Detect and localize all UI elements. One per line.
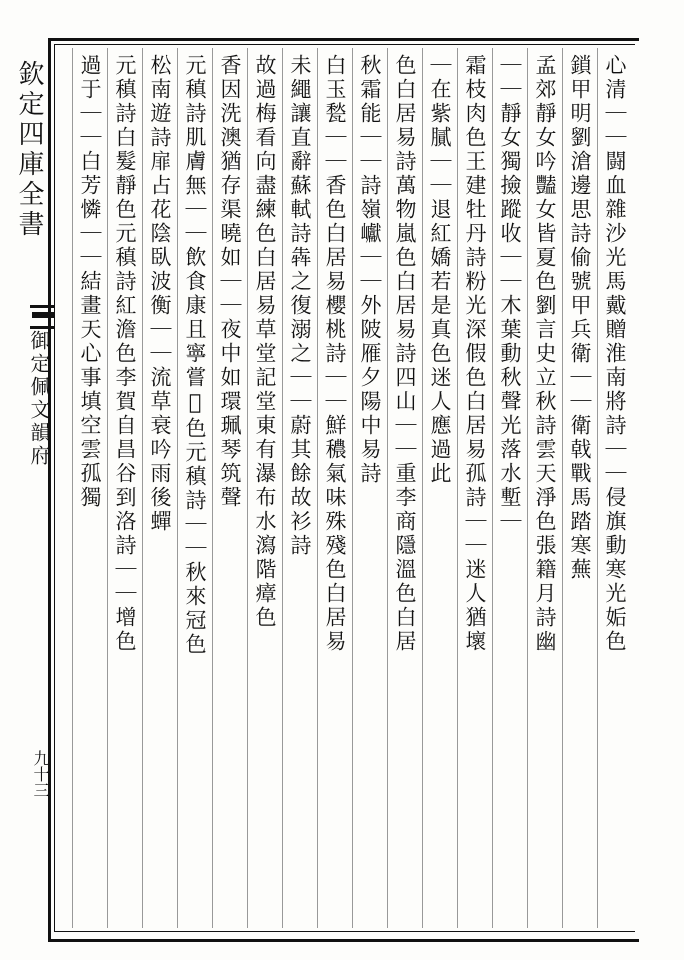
text-column: 白玉甃｜｜香色白居易櫻桃詩｜｜鮮穠氣味殊殘色白居易 <box>317 48 352 928</box>
text-column: 故過梅看向盡練色白居易草堂記堂東有瀑布水瀉階瘴色 <box>247 48 282 928</box>
text-column: ｜｜靜女獨撿蹤收｜｜木葉動秋聲光落水塹｜ <box>492 48 527 928</box>
text-column: 松南遊詩扉占花陰臥波衡｜｜流草衰吟雨後蟬 <box>142 48 177 928</box>
page-number: 九十三 <box>31 750 50 798</box>
text-columns <box>60 48 632 928</box>
text-column: 秋霜能｜｜詩嶺巘｜｜外陂雁夕陽中易詩 <box>352 48 387 928</box>
text-column: 鎖甲明劉滄邊思詩偷號甲兵衛｜｜衛戟戰馬踏寒蕪 <box>562 48 597 928</box>
text-column: 元稹詩白髮靜色元稹詩紅澹色李賀自昌谷到洛詩｜｜增色 <box>107 48 142 928</box>
text-column: 心清｜｜闘血雜沙光馬戴贈淮南將詩｜｜侵旗動寒光姤色 <box>597 48 632 928</box>
library-title: 欽定四庫全書 <box>14 60 44 240</box>
text-column: 霜枝肉色王建牡丹詩粉光深假色白居易孤詩｜｜迷人猶壞 <box>457 48 492 928</box>
text-column: 色白居易詩萬物嵐色白居易詩四山｜｜重李商隱溫色白居 <box>387 48 422 928</box>
text-column: 香因洗澳猶存渠曉如｜｜夜中如環珮琴筑聲 <box>212 48 247 928</box>
text-column: 孟郊靜女吟豔女皆夏色劉言史立秋詩雲天淨色張籍月詩幽 <box>527 48 562 928</box>
text-column: 元稹詩肌膚無｜｜飲食康且寧嘗𪾶色元稹詩｜｜秋來冠色 <box>177 48 212 928</box>
text-column: 未繩讓直辭蘇軾詩犇之復溺之｜｜蔚其餘故衫詩 <box>282 48 317 928</box>
fish-tail-mark-icon <box>30 305 54 329</box>
text-column: 過于｜｜白芳憐｜｜結畫天心事填空雲孤獨 <box>72 48 107 928</box>
book-title: 御定佩文韻府 <box>27 330 51 468</box>
text-column: ｜在紫膩｜｜退紅嬌若是真色迷人應過此 <box>422 48 457 928</box>
